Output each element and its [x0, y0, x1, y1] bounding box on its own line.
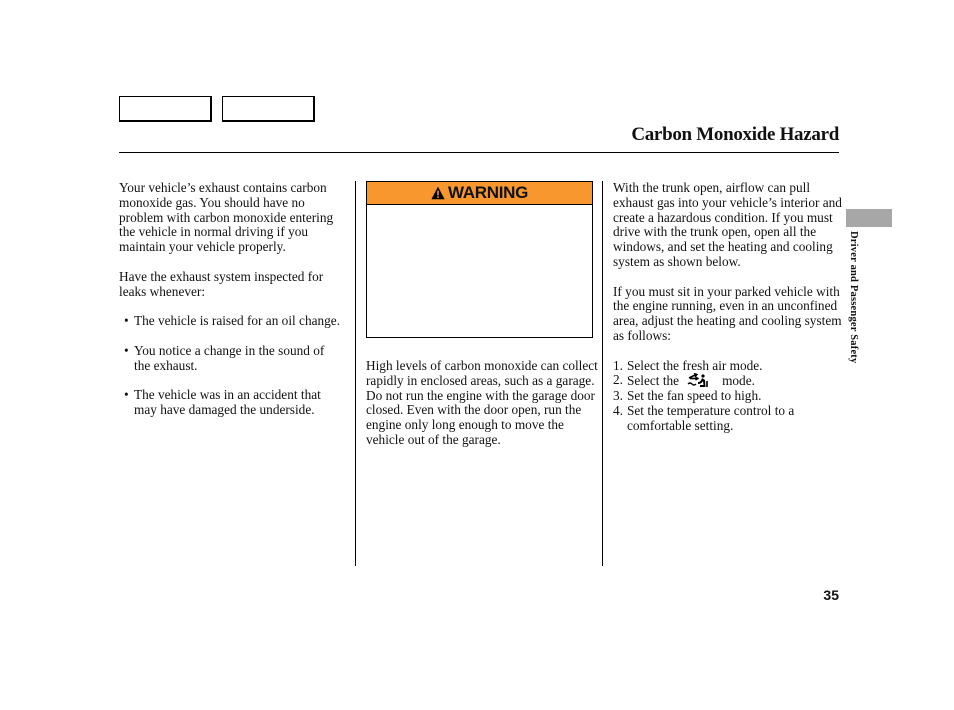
step-text: Select the fresh air mode. — [627, 357, 763, 373]
section-tab[interactable] — [846, 209, 892, 227]
list-item — [613, 389, 845, 404]
inspect-paragraph: Have the exhaust system inspected for leaks whenever: — [119, 268, 324, 299]
parked-paragraph: If you must sit in your parked vehicle with the engine running, even in an unconfined area, adjust the heating and cooling system as follows: — [613, 283, 842, 343]
column-3 — [613, 181, 845, 434]
step-number: 3. — [613, 388, 623, 404]
column-1 — [119, 181, 341, 433]
step-number: 4. — [613, 402, 623, 418]
page-title: Carbon Monoxide Hazard — [631, 124, 839, 145]
title-divider — [119, 152, 839, 153]
step-number: 2. — [613, 372, 623, 388]
trunk-paragraph: With the trunk open, airflow can pull exhaust gas into your vehicle’s interior and create a hazardous condition. If you must drive with the trunk open, open all the windows, and set the heating and cooling system as shown below. — [613, 180, 842, 269]
step-number: 1. — [613, 357, 623, 373]
vent-mode-icon — [686, 373, 712, 388]
step-text: mode. — [722, 373, 755, 389]
list-item: • You notice a change in the sound of the exhaust. — [119, 344, 341, 374]
column-divider — [602, 181, 603, 566]
list-item: • The vehicle was in an accident that may have damaged the underside. — [119, 388, 341, 418]
warning-triangle-icon — [431, 186, 445, 200]
list-item — [613, 404, 845, 434]
step-text: Select the — [627, 373, 680, 389]
step-text: Set the temperature control to a comfortable setting. — [627, 402, 795, 433]
inspection-list — [119, 314, 341, 418]
list-item — [613, 359, 845, 374]
page-number: 35 — [823, 587, 839, 603]
nav-button-contents[interactable] — [119, 96, 212, 122]
column-divider — [355, 181, 356, 566]
column-2 — [366, 359, 598, 463]
warning-label: WARNING — [447, 183, 529, 202]
step-text: Set the fan speed to high. — [627, 388, 762, 404]
list-item: • The vehicle is raised for an oil change. — [119, 314, 341, 329]
list-item — [613, 373, 845, 389]
warning-box — [366, 181, 593, 338]
intro-paragraph: Your vehicle’s exhaust contains carbon monoxide gas. You should have no problem with carbon monoxide entering the vehicle in normal driving if you maintain your vehicle properly. — [119, 180, 334, 255]
warning-header — [367, 182, 592, 205]
section-label: Driver and Passenger Safety — [848, 231, 859, 364]
nav-button-index[interactable] — [222, 96, 315, 122]
garage-paragraph: High levels of carbon monoxide can collect rapidly in enclosed areas, such as a garage. Do not run the engine with the garage door closed. Even with the door open, run the engine only long enough to move the vehicle out of the garage. — [366, 358, 598, 447]
steps-list — [613, 359, 845, 434]
